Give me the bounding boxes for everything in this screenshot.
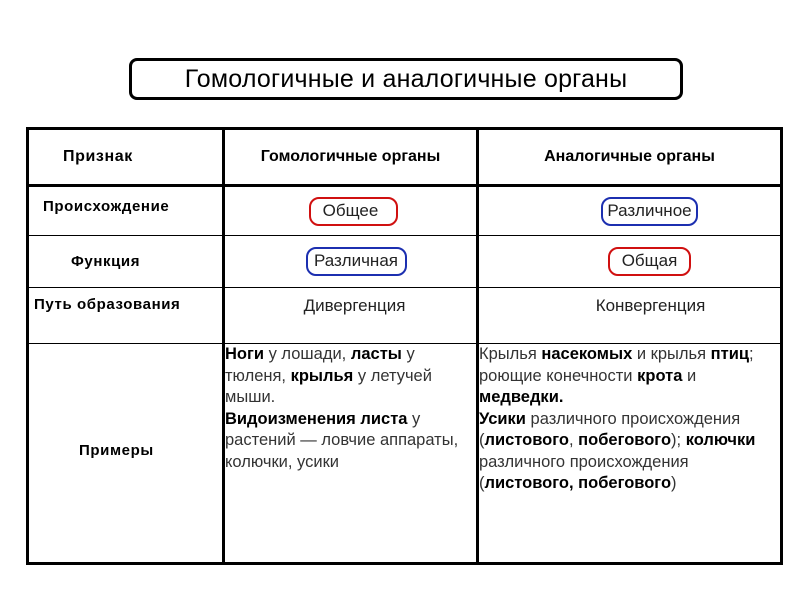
table-row <box>28 288 782 344</box>
header-analogous-cell <box>478 129 782 186</box>
origin-analogous-cell <box>478 186 782 236</box>
ex-h-text: у растений — ловчие аппараты, колючки, усики <box>225 409 459 471</box>
function-analogous-value: Общая <box>608 247 692 276</box>
path-analogous-cell <box>478 288 782 344</box>
path-homologous-cell <box>224 288 478 344</box>
header-feature-cell <box>28 129 224 186</box>
table-row <box>28 186 782 236</box>
origin-homologous-cell <box>224 186 478 236</box>
ex-a-text: , <box>568 431 579 449</box>
ex-h-flippers: ласты <box>350 345 402 363</box>
origin-homologous-value: Общее <box>309 197 399 226</box>
ex-a-text: ) <box>671 474 677 492</box>
ex-h-text: у лошади, <box>264 345 351 363</box>
table-row <box>28 236 782 288</box>
ex-a-leaf: листового <box>484 431 569 449</box>
examples-analogous-cell <box>478 344 782 564</box>
row-label-cell <box>28 288 224 344</box>
row-label-path: Путь образования <box>34 295 181 313</box>
ex-a-mole: крота <box>637 366 683 385</box>
ex-h-text: у летучей мыши. <box>225 366 432 406</box>
row-label-function: Функция <box>71 253 141 270</box>
comparison-table <box>26 127 783 565</box>
ex-a-text: ); <box>671 431 686 449</box>
table-header-row <box>28 129 782 186</box>
row-label-origin: Происхождение <box>43 197 170 215</box>
row-label-examples: Примеры <box>79 441 154 459</box>
header-feature: Признак <box>63 148 133 165</box>
ex-a-text: ; роющие конечности <box>479 345 754 385</box>
ex-h-legs: Ноги <box>225 345 265 363</box>
page-title: Гомологичные и аналогичные органы <box>129 58 683 100</box>
table-row <box>28 344 782 564</box>
ex-a-text: Крылья <box>479 345 542 363</box>
origin-analogous-value: Различное <box>601 197 697 226</box>
ex-h-leaf-mod: Видоизменения листа <box>225 409 408 428</box>
row-label-cell <box>28 236 224 288</box>
ex-h-wings: крылья <box>290 366 354 385</box>
ex-a-tendrils: Усики <box>479 409 526 428</box>
ex-a-text: и крылья <box>632 345 711 363</box>
path-analogous-value: Конвергенция <box>595 295 706 315</box>
header-homologous-cell <box>224 129 478 186</box>
ex-a-leaf-shoot: листового, побегового <box>484 474 672 492</box>
examples-homologous-cell <box>224 344 478 564</box>
ex-a-thorns: колючки <box>685 431 756 449</box>
ex-a-text: и <box>682 366 697 385</box>
function-homologous-value: Различная <box>306 247 407 276</box>
ex-a-insects: насекомых <box>541 345 633 363</box>
ex-a-text: различного происхождения ( <box>479 452 689 492</box>
header-homologous: Гомологичные органы <box>260 148 441 165</box>
row-label-cell <box>28 344 224 564</box>
ex-a-text: различного происхождения ( <box>479 409 741 449</box>
ex-a-birds: птиц <box>710 345 749 363</box>
header-analogous: Аналогичные органы <box>544 148 715 165</box>
function-analogous-cell <box>478 236 782 288</box>
path-homologous-value: Дивергенция <box>303 295 406 315</box>
ex-a-shoot: побегового <box>578 431 672 449</box>
function-homologous-cell <box>224 236 478 288</box>
ex-a-mole-cricket: медведки. <box>479 388 564 406</box>
ex-h-text: у тюленя, <box>225 345 415 385</box>
row-label-cell <box>28 186 224 236</box>
